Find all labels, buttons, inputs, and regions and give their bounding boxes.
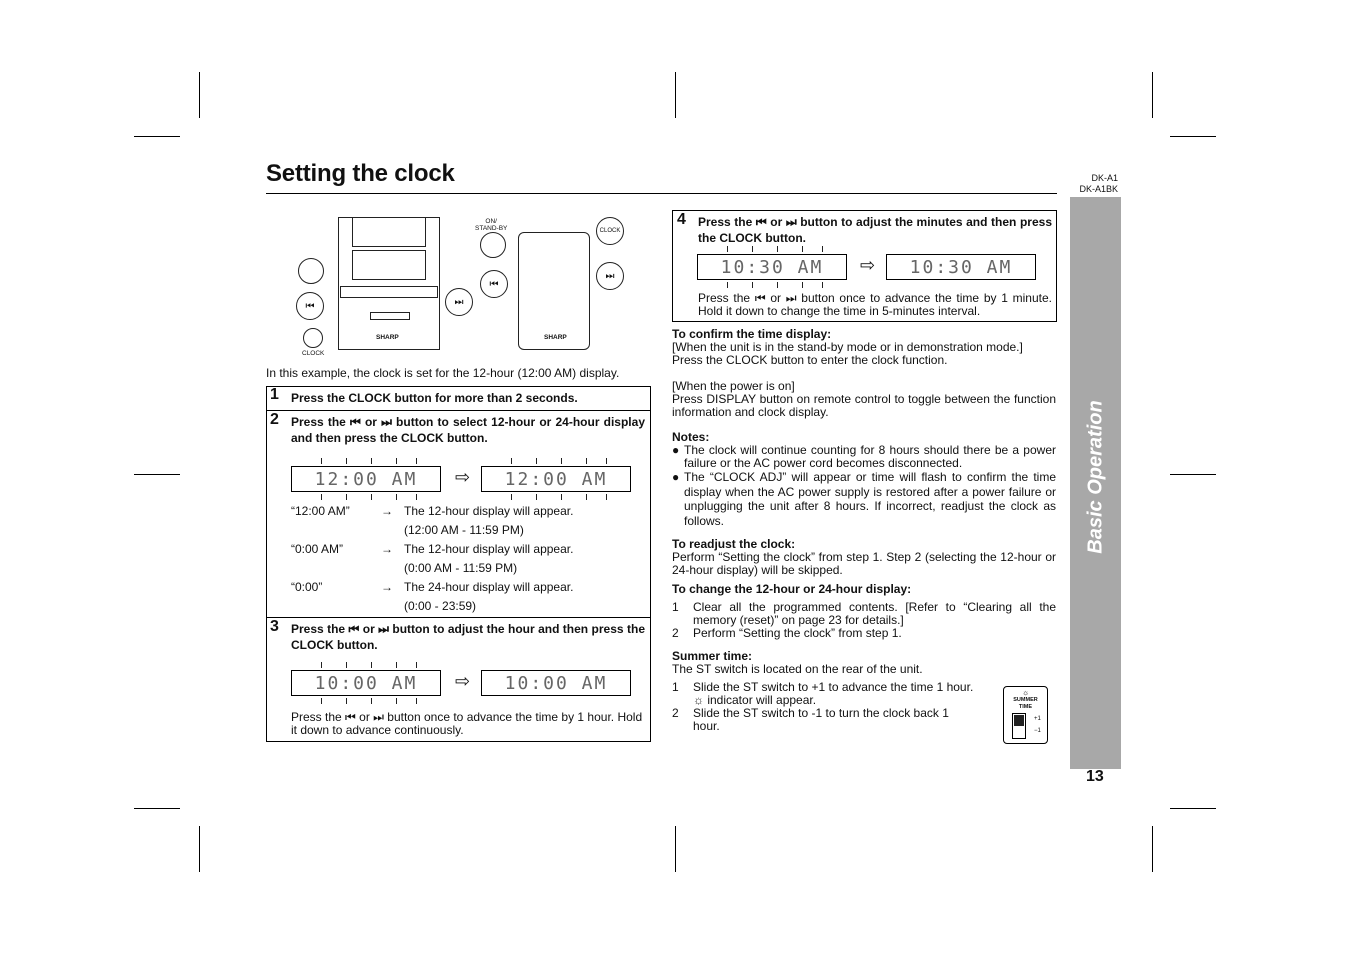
flash-ray <box>777 282 778 288</box>
option-desc: The 12-hour display will appear. <box>404 542 574 556</box>
clock-label-main: CLOCK <box>302 350 325 357</box>
flash-ray <box>727 282 728 288</box>
flash-ray <box>396 458 397 464</box>
title-rule <box>266 193 1057 194</box>
change-text: Clear all the programmed contents. [Refer to “Clearing all the memory (reset)” on page 23 for details.] <box>693 600 1056 627</box>
confirm-line: Press the CLOCK button to enter the clock function. <box>672 353 948 367</box>
step-2-text: Press the ⏮ or ⏭ button to select 12-hour or 24-hour display and then press the CLOCK button. <box>291 415 645 445</box>
main-volume-knob <box>298 258 324 284</box>
change-item: 2 Perform “Setting the clock” from step 1. <box>672 627 1056 640</box>
lcd-step3-before: 10:00 AM <box>291 670 441 696</box>
note-item: ● The “CLOCK ADJ” will appear or time will flash to confirm the time display when the AC power supply is restored after a power failure or unplugging the unit after 8 hours. If incorrect, readjust the clock as follows. <box>672 470 1056 528</box>
change-text: Perform “Setting the clock” from step 1. <box>693 626 902 640</box>
flash-ray <box>752 282 753 288</box>
option-range: (12:00 AM - 11:59 PM) <box>404 523 524 537</box>
flash-ray <box>511 458 512 464</box>
crop-mark <box>1170 808 1216 809</box>
option-label: “0:00 AM” <box>291 542 344 556</box>
flash-ray <box>561 458 562 464</box>
flash-ray <box>802 282 803 288</box>
flash-ray <box>777 246 778 252</box>
step-4-note: Press the ⏮ or ⏭ button once to advance the time by 1 minute. Hold it down to change the time in 5-minutes interval. <box>698 291 1052 318</box>
flash-ray <box>346 662 347 668</box>
summer-item: 1 Slide the ST switch to +1 to advance the time 1 hour. ☼ indicator will appear. <box>672 680 974 707</box>
summer-heading: Summer time: <box>672 649 753 663</box>
step-3-text: Press the ⏮ or ⏭ button to adjust the hour and then press the CLOCK button. <box>291 622 645 652</box>
flash-ray <box>586 494 587 500</box>
flash-ray <box>536 494 537 500</box>
next-icon: ⏭ <box>454 296 464 308</box>
flash-ray <box>371 458 372 464</box>
step-3-number: 3 <box>270 618 279 635</box>
sun-icon: ☼ <box>1021 688 1030 697</box>
remote-clock-label: CLOCK <box>599 228 621 234</box>
lcd-step4-before: 10:30 AM <box>697 254 847 280</box>
flash-ray <box>586 458 587 464</box>
summer-text: Slide the ST switch to -1 to turn the clock back 1 hour. <box>693 706 949 733</box>
step-4-number: 4 <box>677 211 686 228</box>
note-text: The clock will continue counting for 8 hours should there be a power failure or the AC power cord becomes disconnected. <box>684 443 1056 470</box>
right-column <box>672 328 1056 733</box>
page-title: Setting the clock <box>266 160 455 187</box>
step-2-options <box>291 505 645 619</box>
confirm-line: [When the power is on] <box>672 379 795 393</box>
flash-ray <box>416 494 417 500</box>
flash-ray <box>822 282 823 288</box>
option-label: “12:00 AM” <box>291 504 350 518</box>
change-item: 1 Clear all the programmed contents. [Refer to “Clearing all the memory (reset)” on page 23 for details.] <box>672 600 1056 627</box>
flash-ray <box>416 458 417 464</box>
main-unit-panel <box>340 286 438 298</box>
intro-text: In this example, the clock is set for the 12-hour (12:00 AM) display. <box>266 366 620 380</box>
option-arrow: → <box>381 542 393 556</box>
crop-mark <box>134 808 180 809</box>
option-range: (0:00 - 23:59) <box>404 599 477 613</box>
on-standby-label: ON/ STAND-BY <box>475 218 508 232</box>
note-item: ● The clock will continue counting for 8 hours should there be a power failure or the AC power cord becomes disconnected. <box>672 443 1056 470</box>
flash-ray <box>346 698 347 704</box>
lcd-step3-after: 10:00 AM <box>481 670 631 696</box>
remote-next-button[interactable] <box>596 262 624 290</box>
summer-text-indicator: ☼ indicator will appear. <box>693 693 817 707</box>
main-unit-slot <box>370 312 410 320</box>
flash-ray <box>321 458 322 464</box>
option-desc: The 24-hour display will appear. <box>404 580 574 594</box>
option-arrow: → <box>381 580 393 594</box>
crop-mark <box>134 136 180 137</box>
crop-mark <box>675 72 676 118</box>
readjust-heading: To readjust the clock: <box>672 537 796 551</box>
option-range: (0:00 AM - 11:59 PM) <box>404 561 518 575</box>
switch-knob[interactable] <box>1014 715 1024 726</box>
option-row <box>291 543 645 581</box>
crop-mark <box>675 826 676 872</box>
flash-ray <box>346 458 347 464</box>
main-unit-display <box>352 250 426 280</box>
flash-ray <box>606 494 607 500</box>
model-line-2: DK-A1BK <box>1079 184 1118 194</box>
step-divider <box>266 410 651 411</box>
main-next-button[interactable] <box>445 288 473 316</box>
prev-icon: ⏮ <box>489 278 499 290</box>
remote-clock-button[interactable] <box>596 217 624 245</box>
switch-minus-label: −1 <box>1034 728 1041 734</box>
notes-heading: Notes: <box>672 430 710 444</box>
step-4-arrow: ⇨ <box>860 255 876 275</box>
flash-ray <box>371 494 372 500</box>
option-desc: The 12-hour display will appear. <box>404 504 574 518</box>
model-line-1: DK-A1 <box>1091 173 1118 183</box>
crop-mark <box>199 826 200 872</box>
step-3-arrow: ⇨ <box>455 671 471 691</box>
change-heading: To change the 12-hour or 24-hour display: <box>672 582 912 596</box>
crop-mark <box>1152 72 1153 118</box>
remote-prev-button[interactable] <box>480 270 508 298</box>
step-1-number: 1 <box>270 386 279 403</box>
flash-ray <box>346 494 347 500</box>
switch-label: SUMMER TIME <box>1013 697 1038 710</box>
step-3-note: Press the ⏮ or ⏭ button once to advance the time by 1 hour. Hold it down to advance continuously. <box>291 710 643 737</box>
step-1-text: Press the CLOCK button for more than 2 seconds. <box>291 391 578 405</box>
switch-slot[interactable] <box>1012 713 1026 739</box>
summer-intro: The ST switch is located on the rear of the unit. <box>672 662 923 676</box>
flash-ray <box>371 662 372 668</box>
flash-ray <box>396 662 397 668</box>
option-arrow: → <box>381 504 393 518</box>
brand-main: SHARP <box>376 334 399 341</box>
flash-ray <box>561 494 562 500</box>
confirm-line: [When the unit is in the stand-by mode or in demonstration mode.] <box>672 340 1023 354</box>
crop-mark <box>134 474 180 475</box>
main-clock-button[interactable] <box>303 328 323 348</box>
crop-mark <box>1170 136 1216 137</box>
flash-ray <box>752 246 753 252</box>
remote-power-button[interactable] <box>480 232 506 258</box>
flash-ray <box>396 494 397 500</box>
lcd-step2-after: 12:00 AM <box>481 466 631 492</box>
lcd-step4-after: 10:30 AM <box>886 254 1036 280</box>
flash-ray <box>321 494 322 500</box>
step-4-text: Press the ⏮ or ⏭ button to adjust the minutes and then press the CLOCK button. <box>698 215 1052 245</box>
flash-ray <box>511 494 512 500</box>
summer-time-switch <box>1003 686 1048 744</box>
crop-mark <box>1170 474 1216 475</box>
side-tab-label: Basic Operation <box>1084 400 1106 554</box>
flash-ray <box>606 458 607 464</box>
remote-control <box>518 232 590 350</box>
brand-remote: SHARP <box>544 334 567 341</box>
device-figure <box>290 212 650 362</box>
switch-plus-label: +1 <box>1034 716 1041 722</box>
flash-ray <box>321 698 322 704</box>
flash-ray <box>802 246 803 252</box>
readjust-text: Perform “Setting the clock” from step 1. Step 2 (selecting the 12-hour or 24-hour display) will be skipped. <box>672 550 1056 577</box>
step-2-number: 2 <box>270 411 279 428</box>
crop-mark <box>199 72 200 118</box>
page-number: 13 <box>1086 768 1104 785</box>
option-row <box>291 581 645 619</box>
summer-item: 2 Slide the ST switch to -1 to turn the clock back 1 hour. <box>672 707 990 733</box>
main-prev-button[interactable] <box>296 292 324 320</box>
next-icon: ⏭ <box>605 270 615 282</box>
lcd-step2-before: 12:00 AM <box>291 466 441 492</box>
model-number <box>1079 173 1118 195</box>
note-text: The “CLOCK ADJ” will appear or time will flash to confirm the time display when the AC power supply is restored after a power failure or unplugging the unit after 8 hours. If incorrect, readjust the clock as follows. <box>684 470 1056 528</box>
confirm-line: Press DISPLAY button on remote control to toggle between the function information and clock display. <box>672 392 1056 419</box>
flash-ray <box>727 246 728 252</box>
option-row <box>291 505 645 543</box>
main-unit-top <box>352 217 426 247</box>
flash-ray <box>416 698 417 704</box>
flash-ray <box>371 698 372 704</box>
flash-ray <box>396 698 397 704</box>
flash-ray <box>321 662 322 668</box>
side-tab <box>1070 197 1121 769</box>
prev-icon: ⏮ <box>305 300 315 312</box>
flash-ray <box>536 458 537 464</box>
crop-mark <box>1152 826 1153 872</box>
confirm-heading: To confirm the time display: <box>672 327 832 341</box>
flash-ray <box>822 246 823 252</box>
flash-ray <box>416 662 417 668</box>
option-label: “0:00” <box>291 580 323 594</box>
summer-text: Slide the ST switch to +1 to advance the time 1 hour. <box>693 680 974 694</box>
step-2-arrow: ⇨ <box>455 467 471 487</box>
